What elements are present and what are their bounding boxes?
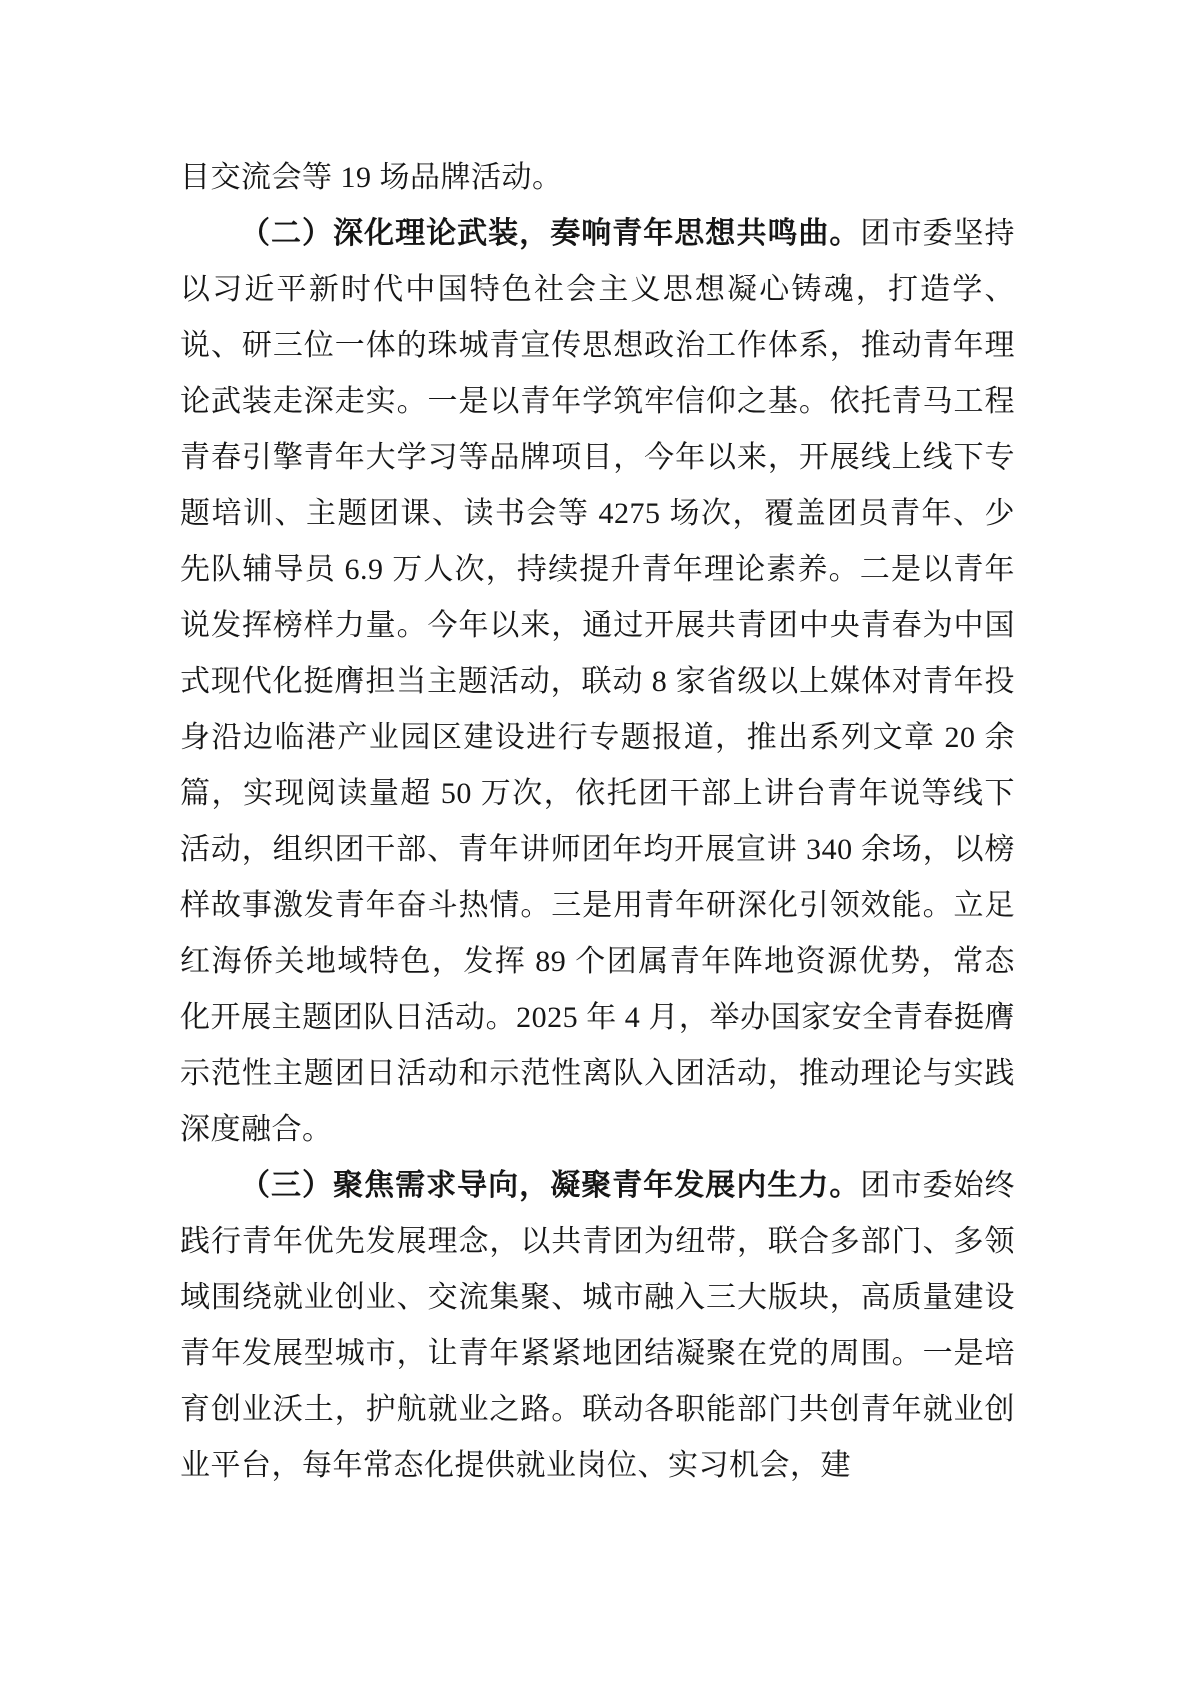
paragraph-section-2 <box>180 206 1015 1158</box>
section-3-heading: （三）聚焦需求导向，凝聚青年发展内生力。 <box>240 1169 861 1202</box>
section-2-body-text: 团市委坚持以习近平新时代中国特色社会主义思想凝心铸魂，打造学、说、研三位一体的珠城青宣传思想政治工作体系，推动青年理论武装走深走实。一是以青年学筑牢信仰之基。依托青马工程青春引擎青年大学习等品牌项目，今年以来，开展线上线下专题培训、主题团课、读书会等 4275 场次，覆盖团员青年、少先队辅导员 6.9 万人次，持续提升青年理论素养。二是以青年说发挥榜样力量。今年以来，通过开展共青团中央青春为中国式现代化挺膺担当主题活动，联动 8 家省级以上媒体对青年投身沿边临港产业园区建设进行专题报道，推出系列文章 20 余篇，实现阅读量超 50 万次，依托团干部上讲台青年说等线下活动，组织团干部、青年讲师团年均开展宣讲 340 余场，以榜样故事激发青年奋斗热情。三是用青年研深化引领效能。立足红海侨关地域特色，发挥 89 个团属青年阵地资源优势，常态化开展主题团队日活动。2025 年 4 月，举办国家安全青春挺膺示范性主题团日活动和示范性离队入团活动，推动理论与实践深度融合。 <box>180 217 1016 1146</box>
section-2-heading: （二）深化理论武装，奏响青年思想共鸣曲。 <box>240 217 861 250</box>
paragraph-section-3 <box>180 1158 1015 1494</box>
continuation-text: 目交流会等 19 场品牌活动。 <box>180 161 563 194</box>
document-body <box>180 150 1015 1494</box>
section-3-body-text: 团市委始终践行青年优先发展理念，以共青团为纽带，联合多部门、多领域围绕就业创业、交流集聚、城市融入三大版块，高质量建设青年发展型城市，让青年紧紧地团结凝聚在党的周围。一是培育创业沃土，护航就业之路。联动各职能部门共创青年就业创业平台，每年常态化提供就业岗位、实习机会，建 <box>180 1169 1016 1482</box>
paragraph-continuation <box>180 150 1015 206</box>
